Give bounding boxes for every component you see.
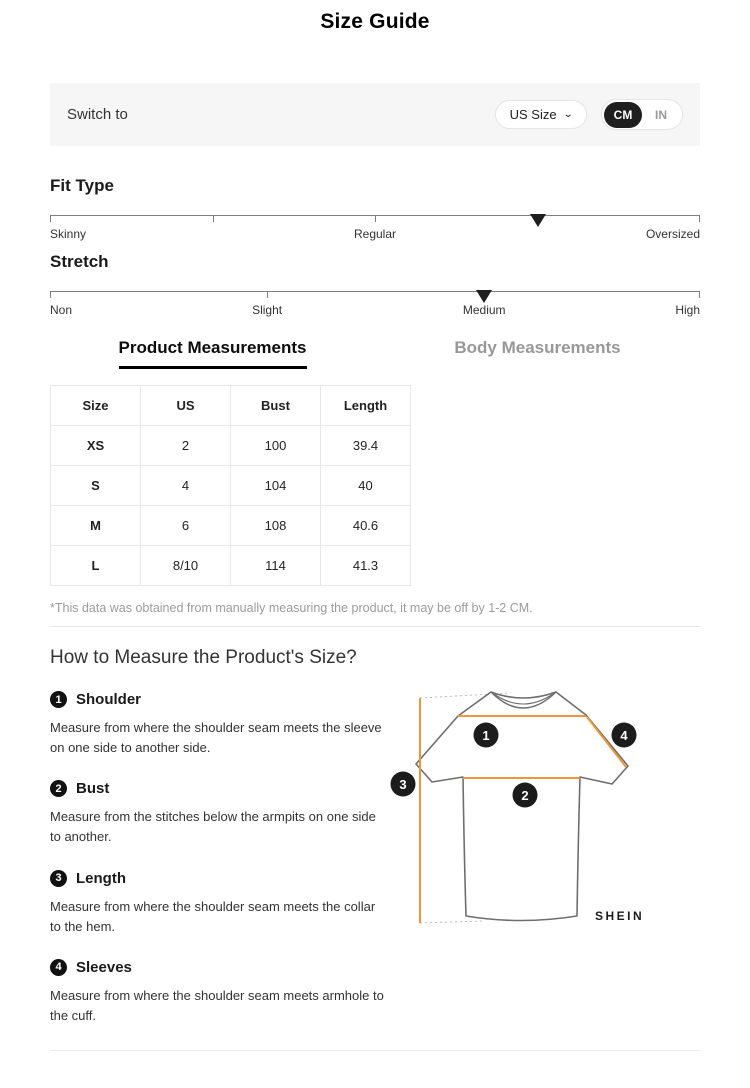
fit-type-labels [50, 227, 700, 242]
measure-item-label: Sleeves [76, 958, 132, 976]
measure-item-head [50, 959, 388, 976]
shein-logo: SHEIN [595, 909, 645, 923]
dashed-guide-bottom [420, 921, 483, 923]
measure-item-label: Shoulder [76, 691, 142, 708]
cell-length: 39.4 [321, 426, 411, 466]
marker-3-icon [391, 772, 416, 797]
switch-to-label: Switch to [67, 106, 128, 123]
tab-product-measurements[interactable] [50, 338, 375, 369]
measure-item-description: Measure from where the shoulder seam meets the collar to the hem. [50, 898, 376, 934]
measure-item-label: Bust [76, 780, 110, 798]
table-row [51, 546, 411, 586]
fit-type-label-oversized: Oversized [645, 227, 700, 241]
cell-bust: 100 [231, 426, 321, 466]
measure-item-description: Measure from where the shoulder seam meets armhole to the cuff. [50, 987, 384, 1023]
cell-bust: 104 [231, 466, 321, 506]
measurement-disclaimer: *This data was obtained from manually measuring the product, it may be off by 1-2 CM. [50, 601, 533, 615]
fit-type-heading: Fit Type [50, 176, 114, 195]
size-table [50, 385, 411, 586]
cell-length: 41.3 [321, 546, 411, 586]
cell-us: 2 [141, 426, 231, 466]
table-row [51, 466, 411, 506]
how-to-measure-section [50, 684, 700, 1048]
slider-tick [213, 215, 214, 222]
svg-text:3: 3 [399, 777, 407, 792]
marker-2-icon [513, 783, 538, 808]
fit-type-label-skinny: Skinny [50, 227, 87, 241]
cell-bust: 108 [231, 506, 321, 546]
section-divider [50, 626, 700, 627]
stretch-slider [50, 291, 700, 292]
col-header-size: Size [51, 386, 141, 426]
cell-size: S [51, 466, 141, 506]
slider-tick [50, 215, 51, 222]
table-header-row [51, 386, 411, 426]
slider-tick [699, 215, 700, 222]
stretch-label-non: Non [50, 303, 73, 317]
unit-toggle [601, 99, 683, 130]
stretch-marker-icon [476, 290, 492, 303]
tshirt-measurement-diagram [388, 678, 700, 948]
measure-instructions [50, 684, 388, 1048]
measure-item-bust [50, 780, 388, 847]
measure-item-head [50, 691, 388, 708]
measure-item-shoulder [50, 691, 388, 758]
cell-us: 6 [141, 506, 231, 546]
measure-item-head [50, 780, 388, 797]
cell-size: XS [51, 426, 141, 466]
stretch-labels [50, 303, 700, 318]
tab-body-measurements[interactable] [375, 338, 700, 369]
cell-size: M [51, 506, 141, 546]
marker-1-icon [474, 723, 499, 748]
cell-us: 4 [141, 466, 231, 506]
slider-tick [375, 215, 376, 222]
slider-tick [267, 291, 268, 298]
number-3-badge-icon: 3 [50, 870, 67, 887]
measure-item-sleeves [50, 959, 388, 1026]
tab-body-measurements-label: Body Measurements [454, 338, 621, 357]
number-2-badge-icon: 2 [50, 780, 67, 797]
fit-type-marker-icon [530, 214, 546, 227]
size-system-dropdown[interactable] [495, 100, 587, 129]
bottom-divider [50, 1050, 700, 1051]
measure-item-head [50, 870, 388, 887]
switch-controls [495, 99, 683, 130]
unit-in-button[interactable]: IN [655, 107, 667, 122]
svg-text:4: 4 [620, 728, 628, 743]
cell-size: L [51, 546, 141, 586]
cell-length: 40 [321, 466, 411, 506]
size-system-value: US Size [509, 107, 557, 122]
chevron-down-icon: ⌄ [562, 109, 574, 120]
stretch-label-slight: Slight [252, 303, 283, 317]
tab-product-measurements-label: Product Measurements [119, 338, 307, 369]
number-1-badge-icon: 1 [50, 691, 67, 708]
table-row [51, 506, 411, 546]
stretch-heading: Stretch [50, 252, 109, 271]
measure-item-description: Measure from where the shoulder seam meets the sleeve on one side to another side. [50, 720, 382, 756]
stretch-label-high: High [675, 303, 700, 317]
cell-bust: 114 [231, 546, 321, 586]
cell-us: 8/10 [141, 546, 231, 586]
measure-item-label: Length [76, 869, 126, 887]
measure-item-length [50, 870, 388, 937]
how-to-measure-title: How to Measure the Product's Size? [50, 647, 357, 668]
col-header-length: Length [321, 386, 411, 426]
measure-item-description: Measure from the stitches below the armpits on one side to another. [50, 809, 376, 845]
unit-cm-button[interactable]: CM [604, 102, 642, 128]
svg-text:2: 2 [521, 788, 529, 803]
unit-switch-bar [50, 83, 700, 146]
svg-text:1: 1 [482, 728, 490, 743]
table-row [51, 426, 411, 466]
col-header-us: US [141, 386, 231, 426]
fit-type-label-regular: Regular [353, 227, 397, 241]
tshirt-diagram-svg [388, 678, 700, 943]
marker-4-icon [612, 723, 637, 748]
slider-tick [699, 291, 700, 298]
cell-length: 40.6 [321, 506, 411, 546]
stretch-label-medium: Medium [462, 303, 506, 317]
page-title: Size Guide [320, 10, 430, 33]
fit-type-slider [50, 215, 700, 216]
number-4-badge-icon: 4 [50, 959, 67, 976]
slider-tick [50, 291, 51, 298]
col-header-bust: Bust [231, 386, 321, 426]
measurement-tabs [50, 338, 700, 369]
